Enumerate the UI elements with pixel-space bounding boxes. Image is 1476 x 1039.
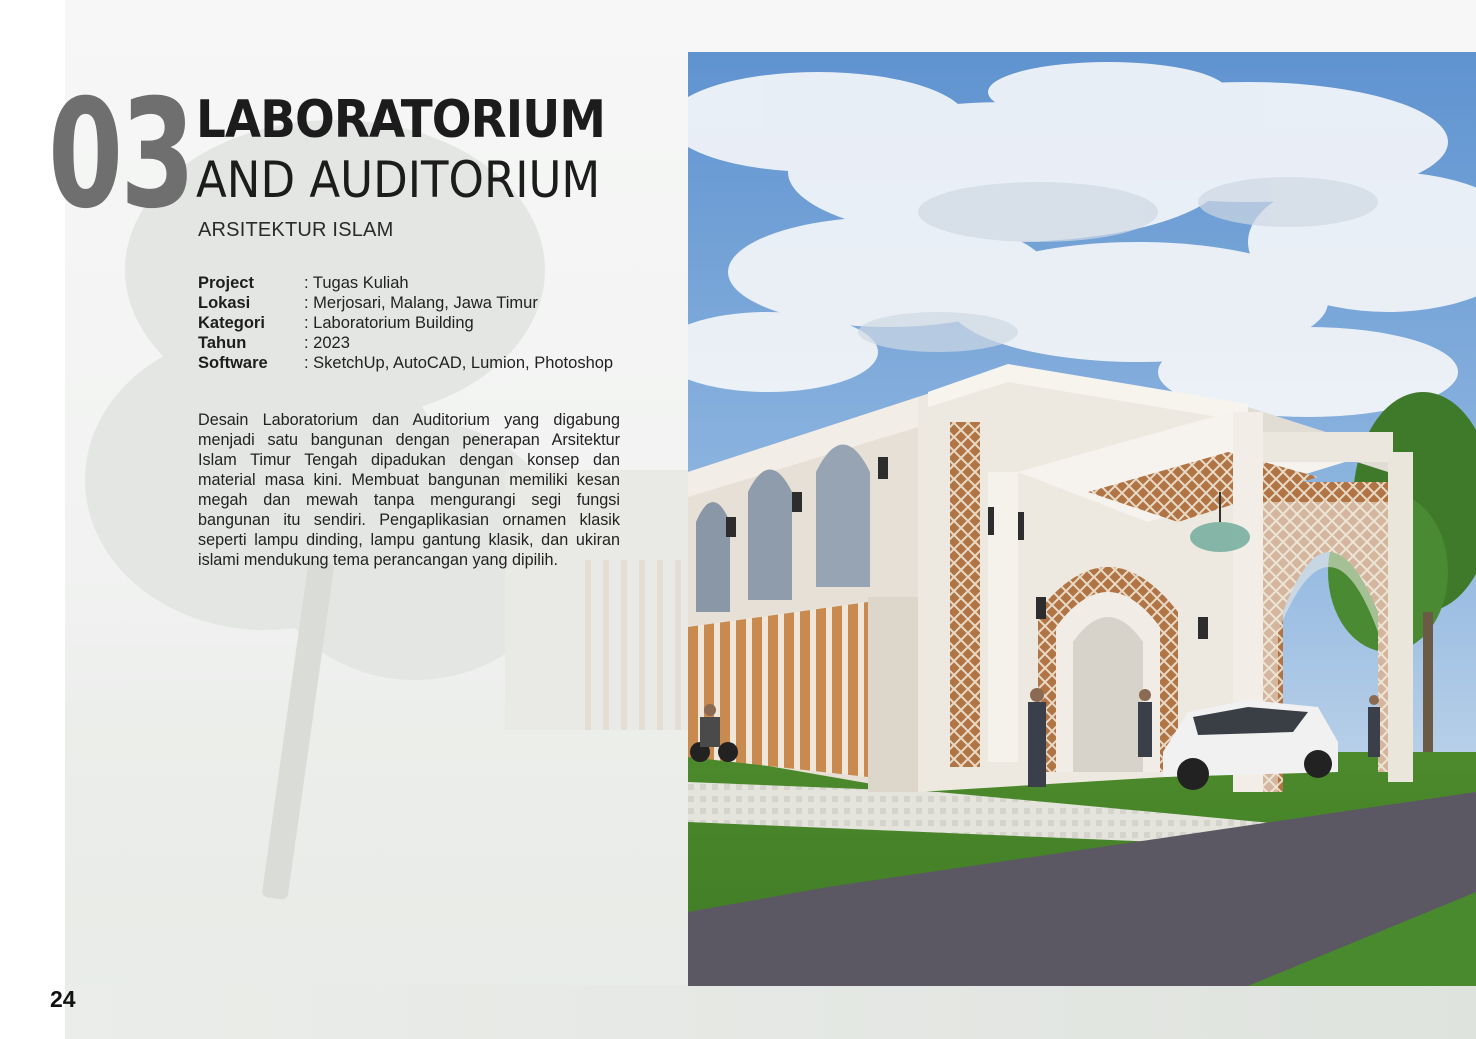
info-label: Tahun [198,334,247,352]
info-row-kategori [198,313,628,333]
project-info-list [198,273,628,373]
info-value: : SketchUp, AutoCAD, Lumion, Photoshop [304,354,614,372]
info-row-lokasi [198,293,628,313]
info-label: Kategori [198,314,265,332]
section-number: 03 [48,68,193,242]
page-subtitle: ARSITEKTUR ISLAM [198,219,394,241]
page-title-line1: LABORATORIUM [196,90,606,150]
info-label: Project [198,274,254,292]
building-render-image [688,52,1476,986]
info-row-project [198,273,628,293]
info-label: Software [198,354,268,372]
info-value: : Laboratorium Building [304,314,474,332]
project-description: Desain Laboratorium dan Auditorium yang digabung menjadi satu bangunan dengan penerapan Arsitektur Islam Timur Tengah dipadukan dengan konsep dan material masa kini. Membuat bangunan memiliki kesan megah dan mewah tanpa mengurangi segi fungsi bangunan itu sendiri. Pengaplikasian ornamen klasik seperti lampu dinding, lampu gantung klasik, dan ukiran islami mendukung tema perancangan yang dipilih. [198,411,620,569]
info-row-tahun [198,333,628,353]
info-row-software [198,353,628,373]
info-value: : Merjosari, Malang, Jawa Timur [304,294,538,312]
info-value: : Tugas Kuliah [304,274,409,292]
info-label: Lokasi [198,294,251,312]
info-value: : 2023 [304,334,350,352]
page-number: 24 [50,986,76,1012]
page-title-line2: AND AUDITORIUM [196,151,601,209]
